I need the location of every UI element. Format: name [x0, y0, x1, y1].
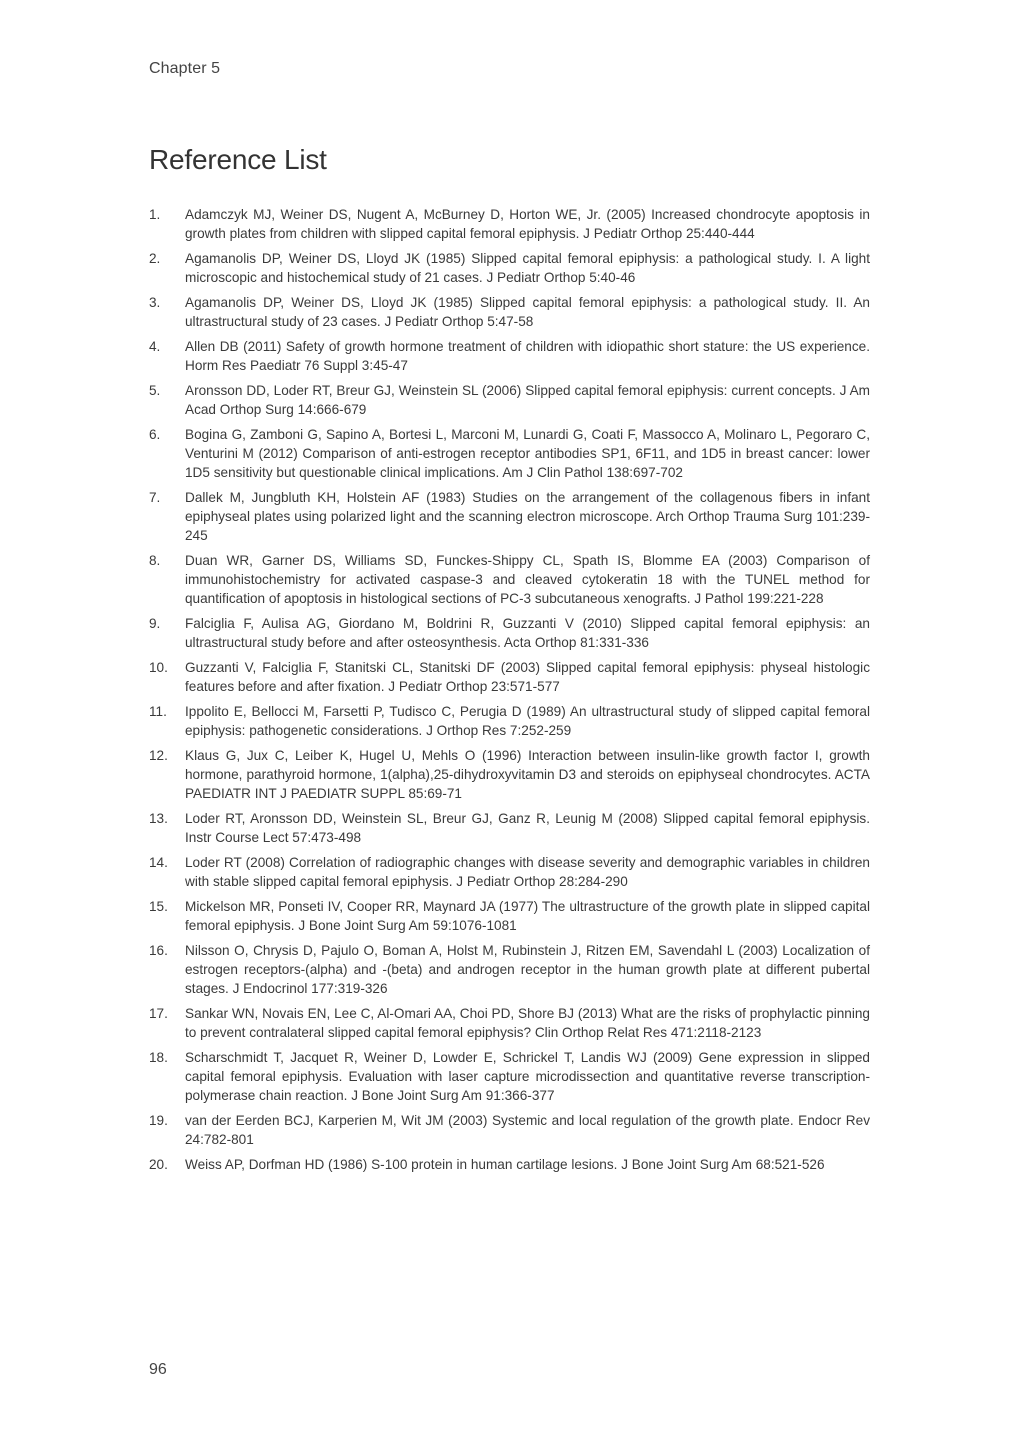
reference-number: 2.	[149, 251, 161, 266]
reference-item	[149, 809, 870, 847]
reference-text: Loder RT (2008) Correlation of radiographic changes with disease severity and demographic variables in children with stable slipped capital femoral epiphysis. J Pediatr Orthop 28:284-290	[185, 855, 870, 889]
reference-item	[149, 897, 870, 935]
reference-list	[149, 205, 870, 1180]
reference-number: 13.	[149, 811, 168, 826]
reference-item	[149, 746, 870, 803]
reference-item	[149, 1111, 870, 1149]
reference-text: Loder RT, Aronsson DD, Weinstein SL, Breur GJ, Ganz R, Leunig M (2008) Slipped capital femoral epiphysis. Instr Course Lect 57:473-498	[185, 811, 870, 845]
reference-text: Agamanolis DP, Weiner DS, Lloyd JK (1985) Slipped capital femoral epiphysis: a pathological study. II. An ultrastructural study of 23 cases. J Pediatr Orthop 5:47-58	[185, 295, 870, 329]
reference-number: 8.	[149, 553, 161, 568]
reference-item	[149, 293, 870, 331]
reference-item	[149, 1004, 870, 1042]
reference-text: Klaus G, Jux C, Leiber K, Hugel U, Mehls O (1996) Interaction between insulin-like growth factor I, growth hormone, parathyroid hormone, 1(alpha),25-dihydroxyvitamin D3 and steroids on epiphyseal chondrocytes. ACTA PAEDIATR INT J PAEDIATR SUPPL 85:69-71	[185, 748, 870, 801]
reference-item	[149, 337, 870, 375]
reference-text: Falciglia F, Aulisa AG, Giordano M, Boldrini R, Guzzanti V (2010) Slipped capital femoral epiphysis: an ultrastructural study before and after osteosynthesis. Acta Orthop 81:331-336	[185, 616, 870, 650]
reference-number: 7.	[149, 490, 161, 505]
reference-text: Ippolito E, Bellocci M, Farsetti P, Tudisco C, Perugia D (1989) An ultrastructural study of slipped capital femoral epiphysis: pathogenetic considerations. J Orthop Res 7:252-259	[185, 704, 870, 738]
reference-number: 18.	[149, 1050, 168, 1065]
reference-number: 20.	[149, 1157, 168, 1172]
reference-item	[149, 658, 870, 696]
page-title: Reference List	[149, 144, 327, 175]
reference-number: 10.	[149, 660, 168, 675]
reference-item	[149, 853, 870, 891]
reference-item	[149, 1048, 870, 1105]
reference-item	[149, 488, 870, 545]
reference-number: 1.	[149, 207, 161, 222]
reference-text: Sankar WN, Novais EN, Lee C, Al-Omari AA, Choi PD, Shore BJ (2013) What are the risks of prophylactic pinning to prevent contralateral slipped capital femoral epiphysis? Clin Orthop Relat Res 471:2118-2123	[185, 1006, 870, 1040]
reference-text: van der Eerden BCJ, Karperien M, Wit JM (2003) Systemic and local regulation of the growth plate. Endocr Rev 24:782-801	[185, 1113, 870, 1147]
reference-text: Weiss AP, Dorfman HD (1986) S-100 protein in human cartilage lesions. J Bone Joint Surg Am 68:521-526	[185, 1157, 825, 1172]
reference-number: 6.	[149, 427, 161, 442]
reference-number: 17.	[149, 1006, 168, 1021]
reference-item	[149, 1155, 870, 1174]
reference-number: 4.	[149, 339, 161, 354]
reference-text: Adamczyk MJ, Weiner DS, Nugent A, McBurney D, Horton WE, Jr. (2005) Increased chondrocyte apoptosis in growth plates from children with slipped capital femoral epiphysis. J Pediatr Orthop 25:440-444	[185, 207, 870, 241]
reference-item	[149, 551, 870, 608]
reference-text: Bogina G, Zamboni G, Sapino A, Bortesi L, Marconi M, Lunardi G, Coati F, Massocco A, Molinaro L, Pegoraro C, Venturini M (2012) Comparison of anti-estrogen receptor antibodies SP1, 6F11, and 1D5 in breast cancer: lower 1D5 sensitivity but questionable clinical implications. Am J Clin Pathol 138:697-702	[185, 427, 870, 480]
reference-number: 12.	[149, 748, 168, 763]
reference-text: Dallek M, Jungbluth KH, Holstein AF (1983) Studies on the arrangement of the collagenous fibers in infant epiphyseal plates using polarized light and the scanning electron microscope. Arch Orthop Trauma Surg 101:239-245	[185, 490, 870, 543]
reference-text: Duan WR, Garner DS, Williams SD, Funckes-Shippy CL, Spath IS, Blomme EA (2003) Comparison of immunohistochemistry for activated caspase-3 and cleaved cytokeratin 18 with the TUNEL method for quantification of apoptosis in histological sections of PC-3 subcutaneous xenografts. J Pathol 199:221-228	[185, 553, 870, 606]
reference-item	[149, 702, 870, 740]
reference-item	[149, 205, 870, 243]
reference-text: Aronsson DD, Loder RT, Breur GJ, Weinstein SL (2006) Slipped capital femoral epiphysis: current concepts. J Am Acad Orthop Surg 14:666-679	[185, 383, 870, 417]
reference-number: 19.	[149, 1113, 168, 1128]
reference-item	[149, 381, 870, 419]
reference-text: Mickelson MR, Ponseti IV, Cooper RR, Maynard JA (1977) The ultrastructure of the growth plate in slipped capital femoral epiphysis. J Bone Joint Surg Am 59:1076-1081	[185, 899, 870, 933]
reference-text: Agamanolis DP, Weiner DS, Lloyd JK (1985) Slipped capital femoral epiphysis: a pathological study. I. A light microscopic and histochemical study of 21 cases. J Pediatr Orthop 5:40-46	[185, 251, 870, 285]
reference-text: Scharschmidt T, Jacquet R, Weiner D, Lowder E, Schrickel T, Landis WJ (2009) Gene expression in slipped capital femoral epiphysis. Evaluation with laser capture microdissection and quantitative reverse transcription-polymerase chain reaction. J Bone Joint Surg Am 91:366-377	[185, 1050, 870, 1103]
reference-number: 14.	[149, 855, 168, 870]
reference-number: 9.	[149, 616, 161, 631]
reference-item	[149, 425, 870, 482]
reference-text: Allen DB (2011) Safety of growth hormone treatment of children with idiopathic short stature: the US experience. Horm Res Paediatr 76 Suppl 3:45-47	[185, 339, 870, 373]
reference-item	[149, 249, 870, 287]
reference-text: Guzzanti V, Falciglia F, Stanitski CL, Stanitski DF (2003) Slipped capital femoral epiphysis: physeal histologic features before and after fixation. J Pediatr Orthop 23:571-577	[185, 660, 870, 694]
reference-item	[149, 941, 870, 998]
reference-number: 3.	[149, 295, 161, 310]
reference-number: 15.	[149, 899, 168, 914]
reference-number: 5.	[149, 383, 161, 398]
reference-number: 16.	[149, 943, 168, 958]
running-head: Chapter 5	[149, 60, 221, 77]
reference-number: 11.	[149, 704, 167, 719]
reference-item	[149, 614, 870, 652]
reference-text: Nilsson O, Chrysis D, Pajulo O, Boman A, Holst M, Rubinstein J, Ritzen EM, Savendahl L (2003) Localization of estrogen receptors-(alpha) and -(beta) and androgen receptor in the human growth plate at different pubertal stages. J Endocrinol 177:319-326	[185, 943, 870, 996]
page-number: 96	[149, 1361, 167, 1378]
